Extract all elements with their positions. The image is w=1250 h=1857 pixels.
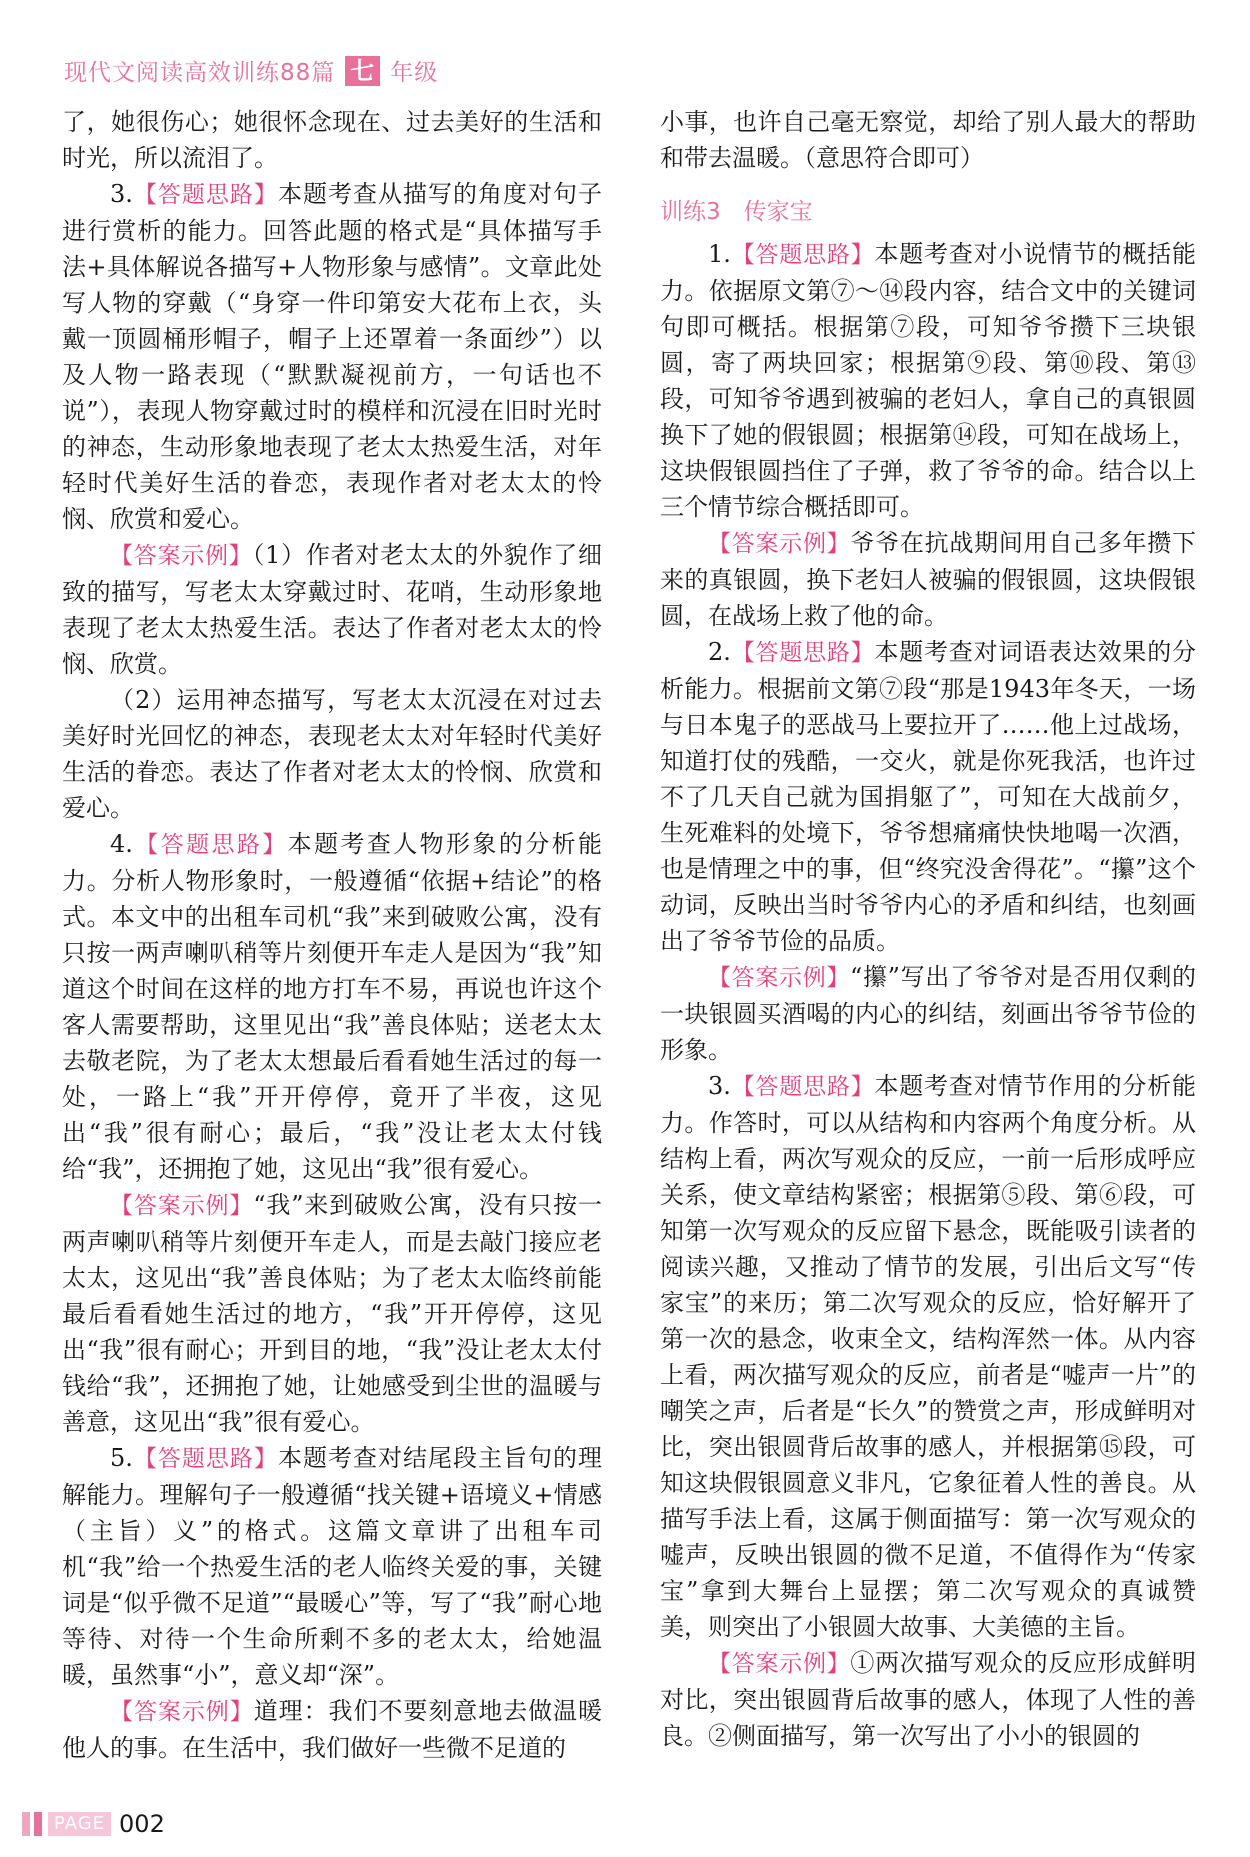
book-title: 现代文阅读高效训练88篇 <box>64 60 336 86</box>
q5-text: 本题考查对结尾段主旨句的理解能力。理解句子一般遵循“找关键+语境义+情感（主旨）义”的格式。这篇文章讲了出租车司机“我”给一个热爱生活的老人临终关爱的事，关键词是“似乎微不足道”“最暖心”等，写了“我”耐心地等待、对待一个生命所剩不多的老太太，给她温暖，虽然事“小”，意义却“深”。 <box>62 1444 603 1689</box>
footer-bar-dark <box>34 1812 42 1836</box>
intro-paragraph: 了，她很伤心；她很怀念现在、过去美好的生活和时光，所以流泪了。 <box>62 108 602 172</box>
r-q3-text: 本题考查对情节作用的分析能力。作答时，可以从结构和内容两个角度分析。从结构上看，两次写观众的反应，一前一后形成呼应关系，使文章结构紧密；根据第⑤段、第⑥段，可知第一次写观众的反应留下悬念，既能吸引读者的阅读兴趣，又推动了情节的发展，引出后文写“传家宝”的来历；第二次写观众的反应，恰好解开了第一次的悬念，收束全文，结构浑然一体。从内容上看，两次描写观众的反应，前者是“嘘声一片”的嘲笑之声，后者是“长久”的赞赏之声，形成鲜明对比，突出银圆背后故事的感人，并根据第⑮段，可知这块假银圆意义非凡，它象征着人性的善良。从描写手法上看，这属于侧面描写：第一次写观众的嘘声，反映出银圆的微不足道，不值得作为“传家宝”拿到大舞台上显摆；第二次写观众的真诚赞美，则突出了小银圆大故事、大美德的主旨。 <box>660 1072 1197 1641</box>
q5-answer-text: 道理：我们不要刻意地去做温暖他人的事。在生活中，我们做好一些微不足道的 <box>62 1697 603 1762</box>
q3-answer-1-text: （1）作者对老太太的外貌作了细致的描写，写老太太穿戴过时、花哨，生动形象地表现了老太太热爱生活。表达了作者对老太太的怜悯、欣赏。 <box>62 541 602 678</box>
r-q3-number: 3. <box>708 1072 731 1100</box>
q5-answer-tag: 【答案示例】 <box>110 1699 254 1725</box>
section-title: 训练3 传家宝 <box>660 199 813 225</box>
q5-answer <box>62 1693 602 1766</box>
r-q2-answer-tag: 【答案示例】 <box>708 965 851 991</box>
r-q2-answer <box>660 959 1196 1068</box>
r-q2-tag: 【答题思路】 <box>730 640 875 666</box>
r-q2-analysis <box>660 634 1196 959</box>
r-q1-tag: 【答题思路】 <box>730 242 875 268</box>
page-header <box>64 54 438 87</box>
r-q3-answer <box>660 1645 1196 1754</box>
q4-tag: 【答题思路】 <box>132 832 288 858</box>
right-column <box>660 104 1196 1754</box>
r-q2-answer-text: “攥”写出了爷爷对是否用仅剩的一块银圆买酒喝的内心的纠结，刻画出爷爷节俭的形象。 <box>660 963 1197 1064</box>
left-column <box>62 104 602 1766</box>
continued-paragraph: 小事，也许自己毫无察觉，却给了别人最大的帮助和带去温暖。（意思符合即可） <box>660 108 1196 172</box>
q4-answer-tag: 【答案示例】 <box>110 1193 254 1219</box>
page-label: PAGE <box>48 1812 111 1836</box>
q3-number: 3. <box>110 180 133 208</box>
r-q3-analysis <box>660 1068 1196 1645</box>
q3-tag: 【答题思路】 <box>132 182 278 208</box>
page-footer <box>22 1810 165 1838</box>
q5-number: 5. <box>110 1444 133 1472</box>
q4-number: 4. <box>110 830 133 858</box>
footer-bar-light <box>22 1812 30 1836</box>
q3-answer-tag: 【答案示例】 <box>110 543 253 569</box>
q5-analysis <box>62 1440 602 1693</box>
r-q3-answer-tag: 【答案示例】 <box>708 1651 851 1677</box>
q5-tag: 【答题思路】 <box>132 1446 278 1472</box>
grade-suffix: 年级 <box>390 60 439 86</box>
r-q1-answer-text: 爷爷在抗战期间用自己多年攒下来的真银圆，换下老妇人被骗的假银圆，这块假银圆，在战场上救了他的命。 <box>660 529 1196 630</box>
r-q2-text: 本题考查对词语表达效果的分析能力。根据前文第⑦段“那是1943年冬天，一场与日本鬼子的恶战马上要拉开了……他上过战场，知道打仗的残酷，一交火，就是你死我活，也许过不了几天自己就为国捐躯了”，可知在大战前夕，生死难料的处境下，爷爷想痛痛快快地喝一次酒，也是情理之中的事，但“终究没舍得花”。“攥”这个动词，反映出当时爷爷内心的矛盾和纠结，也刻画出了爷爷节俭的品质。 <box>660 638 1197 955</box>
r-q1-number: 1. <box>708 240 731 268</box>
q4-analysis <box>62 826 602 1187</box>
r-q3-answer-text: ①两次描写观众的反应形成鲜明对比，突出银圆背后故事的感人，体现了人性的善良。②侧面描写，第一次写出了小小的银圆的 <box>660 1649 1196 1750</box>
r-q3-tag: 【答题思路】 <box>730 1074 875 1100</box>
r-q1-text: 本题考查对小说情节的概括能力。依据原文第⑦～⑭段内容，结合文中的关键词句即可概括。根据第⑦段，可知爷爷攒下三块银圆，寄了两块回家；根据第⑨段、第⑩段、第⑬段，可知爷爷遇到被骗的老妇人，拿自己的真银圆换下了她的假银圆；根据第⑭段，可知在战场上，这块假银圆挡住了子弹，救了爷爷的命。结合以上三个情节综合概括即可。 <box>660 240 1197 521</box>
r-q2-number: 2. <box>708 638 731 666</box>
q3-answer-1 <box>62 537 602 682</box>
q4-answer-text: “我”来到破败公寓，没有只按一两声喇叭稍等片刻便开车走人，而是去敲门接应老太太，这见出“我”善良体贴；为了老太太临终前能最后看看她生活过的地方，“我”开开停停，这见出“我”很有耐心；开到目的地，“我”没让老太太付钱给“我”，还拥抱了她，让她感受到尘世的温暖与善意，这见出“我”很有爱心。 <box>62 1191 603 1436</box>
q3-text: 本题考查从描写的角度对句子进行赏析的能力。回答此题的格式是“具体描写手法+具体解说各描写+人物形象与感情”。文章此处写人物的穿戴（“身穿一件印第安大花布上衣，头戴一顶圆桶形帽子，帽子上还罩着一条面纱”）以及人物一路表现（“默默凝视前方，一句话也不说”），表现人物穿戴过时的模样和沉浸在旧时光时的神态，生动形象地表现了老太太热爱生活，对年轻时代美好生活的眷恋，表现作者对老太太的怜悯、欣赏和爱心。 <box>62 180 603 533</box>
r-q1-answer <box>660 525 1196 634</box>
q4-answer <box>62 1187 602 1440</box>
q4-text: 本题考查人物形象的分析能力。分析人物形象时，一般遵循“依据+结论”的格式。本文中的出租车司机“我”来到破败公寓，没有只按一两声喇叭稍等片刻便开车走人是因为“我”知道这个时间在这样的地方打车不易，再说也许这个客人需要帮助，这里见出“我”善良体贴；送老太太去敬老院，为了老太太想最后看看她生活过的每一处，一路上“我”开开停停，竟开了半夜，这见出“我”很有耐心；最后，“我”没让老太太付钱给“我”，还拥抱了她，这见出“我”很有爱心。 <box>62 830 603 1183</box>
r-q1-answer-tag: 【答案示例】 <box>708 531 851 557</box>
q3-answer-2: （2）运用神态描写，写老太太沉浸在对过去美好时光回忆的神态，表现老太太对年轻时代美好生活的眷恋。表达了作者对老太太的怜悯、欣赏和爱心。 <box>62 686 602 822</box>
r-q1-analysis <box>660 236 1196 525</box>
q3-analysis <box>62 176 602 537</box>
grade-badge: 七 <box>345 56 380 86</box>
page-number: 002 <box>119 1810 165 1838</box>
